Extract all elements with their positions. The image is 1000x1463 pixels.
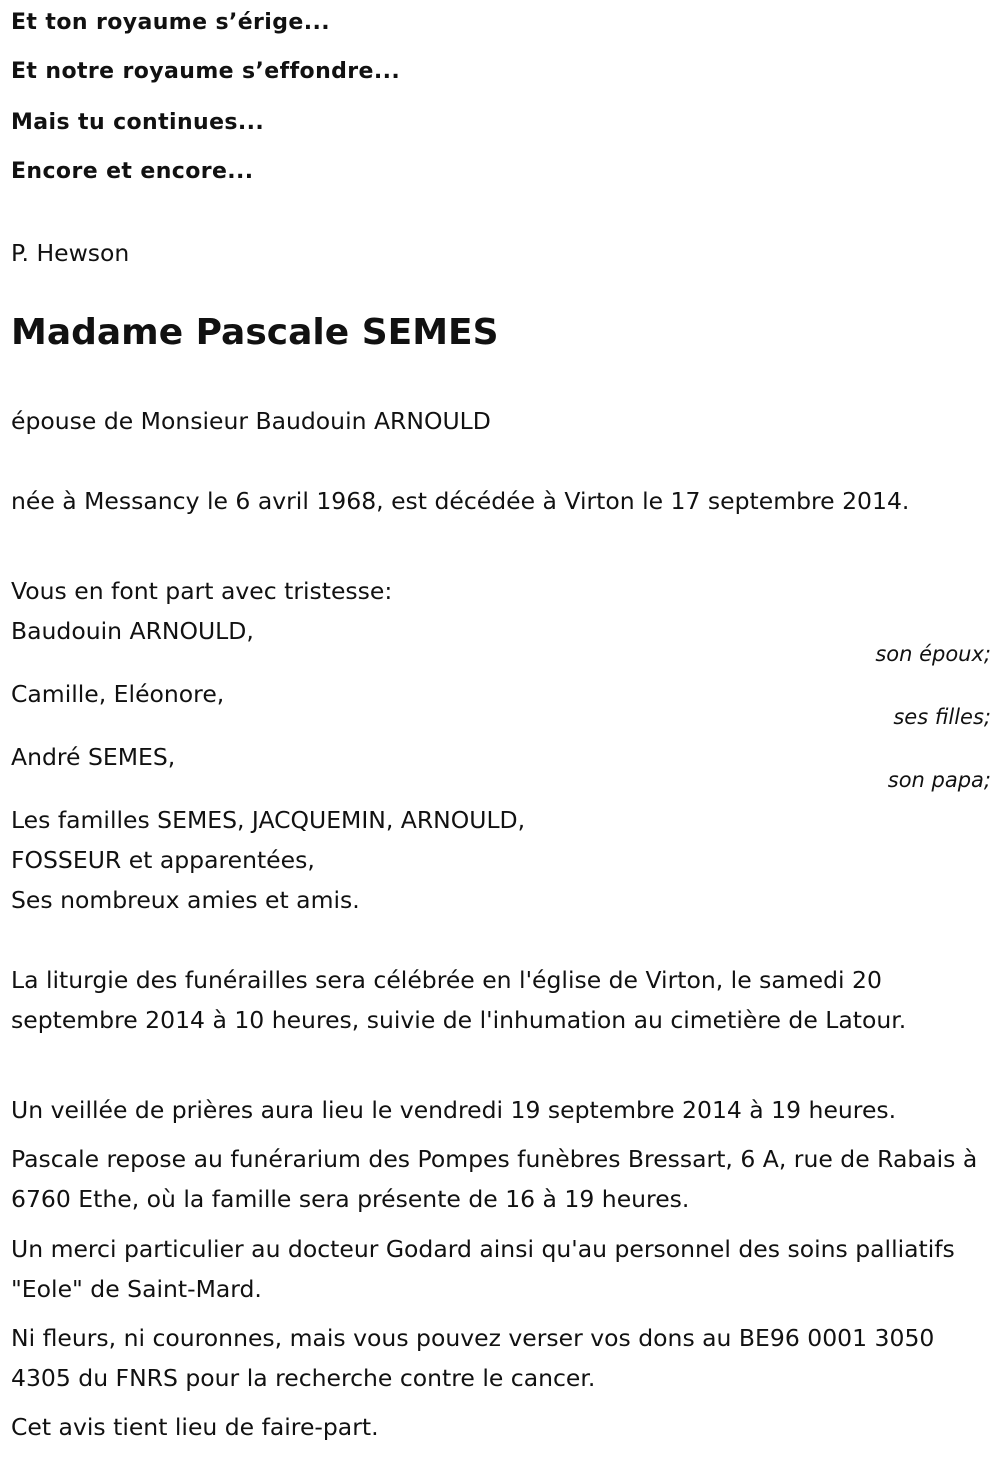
poem-line-3: Mais tu continues... [11,110,265,135]
thanks-paragraph: Un merci particulier au docteur Godard ainsi qu'au personnel des soins palliatifs "Eole" de Saint-Mard. [11,1235,955,1303]
announcement-intro: Vous en font part avec tristesse: [11,577,393,605]
vigil-paragraph: Un veillée de prières aura lieu le vendredi 19 septembre 2014 à 19 heures. [11,1096,897,1124]
funeral-paragraph: La liturgie des funérailles sera célébrée en l'église de Virton, le samedi 20 septembre 2014 à 10 heures, suivie de l'inhumation au cimetière de Latour. [11,966,907,1034]
birth-death-paragraph: née à Messancy le 6 avril 1968, est décédée à Virton le 17 septembre 2014. [11,487,910,515]
poem-author: P. Hewson [11,239,130,267]
family-member-name: André SEMES, [11,743,176,771]
family-member-relation: son papa; [887,768,991,792]
rest-paragraph: Pascale repose au funérarium des Pompes funèbres Bressart, 6 A, rue de Rabais à 6760 Ethe, où la famille sera présente de 16 à 19 heures. [11,1145,978,1213]
family-member-name: Camille, Eléonore, [11,680,225,708]
poem-line-1: Et ton royaume s’érige... [11,10,330,35]
family-member-name: Baudouin ARNOULD, [11,617,254,645]
mourners-line: Ses nombreux amies et amis. [11,886,360,914]
mourners-line: Les familles SEMES, JACQUEMIN, ARNOULD, [11,806,526,834]
spouse-line: épouse de Monsieur Baudouin ARNOULD [11,407,491,435]
deceased-name: Madame Pascale SEMES [11,312,499,353]
family-member-relation: son époux; [875,642,991,666]
poem-line-4: Encore et encore... [11,159,254,184]
family-member-relation: ses filles; [893,705,991,729]
closing-line: Cet avis tient lieu de faire-part. [11,1413,379,1441]
donations-paragraph: Ni fleurs, ni couronnes, mais vous pouvez verser vos dons au BE96 0001 3050 4305 du FNRS pour la recherche contre le cancer. [11,1324,935,1392]
mourners-line: FOSSEUR et apparentées, [11,846,315,874]
poem-line-2: Et notre royaume s’effondre... [11,59,401,84]
